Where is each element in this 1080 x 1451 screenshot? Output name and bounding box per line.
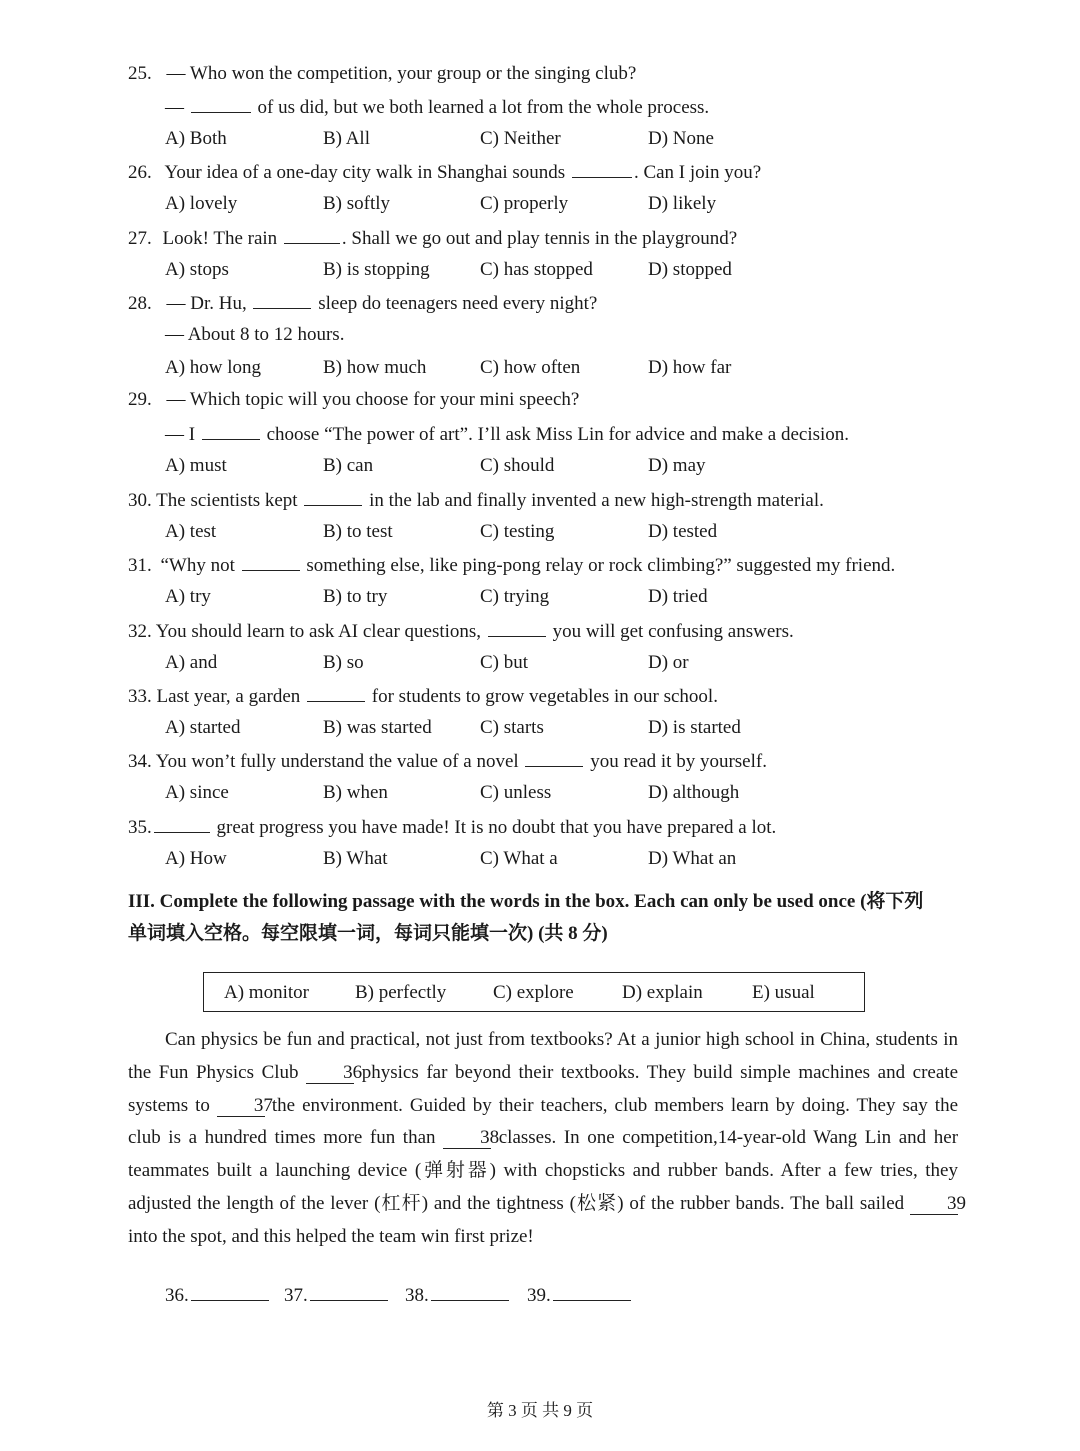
- answer-blank[interactable]: [253, 290, 311, 309]
- blank-37[interactable]: 37: [217, 1096, 265, 1117]
- option-a[interactable]: A) lovely: [165, 193, 238, 214]
- question-27: [128, 225, 737, 251]
- answer-label: 37.: [284, 1285, 308, 1306]
- question-text: you will get confusing answers.: [552, 621, 794, 642]
- question-28-line-2: [165, 323, 344, 347]
- option-b[interactable]: B) to try: [323, 586, 388, 607]
- answer-blank[interactable]: [572, 159, 632, 178]
- question-text: in the lab and finally invented a new high-strength material.: [369, 490, 824, 511]
- question-number: 29.: [128, 389, 152, 410]
- blank-39[interactable]: 39: [910, 1194, 958, 1215]
- option-a[interactable]: A) started: [165, 717, 241, 738]
- option-a[interactable]: A) and: [165, 652, 218, 673]
- word-option-b: B) perfectly: [355, 982, 447, 1003]
- option-b[interactable]: B) is stopping: [323, 259, 430, 280]
- question-text: Last year, a garden: [156, 686, 301, 707]
- question-text: — Who won the competition, your group or the singing club?: [166, 63, 637, 84]
- question-text: —: [165, 97, 184, 118]
- option-a[interactable]: A) how long: [165, 357, 262, 378]
- question-text: — Which topic will you choose for your mini speech?: [166, 389, 580, 410]
- question-28: [128, 290, 597, 316]
- option-d[interactable]: D) likely: [648, 193, 717, 214]
- option-c[interactable]: C) starts: [480, 717, 544, 738]
- question-text: You should learn to ask AI clear questions,: [155, 621, 482, 642]
- answer-label: 36.: [165, 1285, 189, 1306]
- question-text: You won’t fully understand the value of a novel: [155, 751, 519, 772]
- answer-blank[interactable]: [488, 618, 546, 637]
- option-b[interactable]: B) when: [323, 782, 388, 803]
- question-33: [128, 683, 718, 709]
- option-b[interactable]: B) how much: [323, 357, 427, 378]
- option-a[interactable]: A) must: [165, 455, 227, 476]
- option-d[interactable]: D) stopped: [648, 259, 732, 280]
- answer-blank[interactable]: [191, 94, 251, 113]
- question-text: for students to grow vegetables in our school.: [371, 686, 718, 707]
- answer-37: [284, 1282, 390, 1308]
- answer-36: [165, 1282, 271, 1308]
- question-text: something else, like ping-pong relay or rock climbing?” suggested my friend.: [306, 555, 896, 576]
- option-d[interactable]: D) tried: [648, 586, 708, 607]
- option-b[interactable]: B) What: [323, 848, 388, 869]
- section-3-title-line-2: 单词填入空格。每空限填一词，每词只能填一次) (共 8 分): [128, 923, 608, 944]
- option-c[interactable]: C) how often: [480, 357, 581, 378]
- word-option-a: A) monitor: [224, 982, 309, 1003]
- option-d[interactable]: D) What an: [648, 848, 737, 869]
- answer-blank[interactable]: [525, 748, 583, 767]
- question-34: [128, 748, 767, 774]
- option-d[interactable]: D) is started: [648, 717, 741, 738]
- option-c[interactable]: C) testing: [480, 521, 555, 542]
- question-text: . Can I join you?: [633, 162, 762, 183]
- section-3-title-line-1: III. Complete the following passage with the words in the box. Each can only be used once (将下列: [128, 891, 924, 912]
- option-c[interactable]: C) properly: [480, 193, 569, 214]
- question-text: . Shall we go out and play tennis in the playground?: [341, 228, 738, 249]
- question-29-line-2: [165, 421, 849, 447]
- answer-blank[interactable]: [242, 552, 300, 571]
- page-footer: 第 3 页 共 9 页: [486, 1401, 594, 1420]
- option-c[interactable]: C) should: [480, 455, 555, 476]
- option-c[interactable]: C) What a: [480, 848, 558, 869]
- option-b[interactable]: B) to test: [323, 521, 393, 542]
- option-c[interactable]: C) Neither: [480, 128, 561, 149]
- answer-38: [405, 1282, 511, 1308]
- question-text: Look! The rain: [162, 228, 278, 249]
- question-number: 34.: [128, 751, 152, 772]
- question-text: great progress you have made! It is no doubt that you have prepared a lot.: [216, 817, 777, 838]
- question-29: [128, 388, 579, 412]
- option-a[interactable]: A) Both: [165, 128, 227, 149]
- option-d[interactable]: D) how far: [648, 357, 732, 378]
- answer-39: [527, 1282, 633, 1308]
- answer-blank[interactable]: [154, 814, 210, 833]
- word-option-c: C) explore: [493, 982, 574, 1003]
- question-25: [128, 62, 636, 86]
- word-box: [203, 972, 865, 1012]
- answer-input[interactable]: [431, 1282, 509, 1301]
- question-text: — About 8 to 12 hours.: [165, 324, 345, 345]
- question-number: 32.: [128, 621, 152, 642]
- question-text: “Why not: [160, 555, 235, 576]
- question-25-line-2: [165, 94, 709, 120]
- option-d[interactable]: D) tested: [648, 521, 718, 542]
- option-d[interactable]: D) or: [648, 652, 689, 673]
- question-number: 27.: [128, 228, 152, 249]
- option-c[interactable]: C) but: [480, 652, 529, 673]
- option-c[interactable]: C) has stopped: [480, 259, 593, 280]
- question-text: — I: [165, 424, 196, 445]
- option-d[interactable]: D) although: [648, 782, 740, 803]
- answer-label: 38.: [405, 1285, 429, 1306]
- option-b[interactable]: B) All: [323, 128, 370, 149]
- answer-blank[interactable]: [202, 421, 260, 440]
- answer-label: 39.: [527, 1285, 551, 1306]
- passage-text: the environment. Guided by their teachers, club members learn by doing. They say the club is a hundred times more fun than: [128, 1094, 958, 1149]
- answer-blank[interactable]: [307, 683, 365, 702]
- question-text: Your idea of a one-day city walk in Shanghai sounds: [164, 162, 566, 183]
- question-31: [128, 552, 895, 578]
- option-a[interactable]: A) try: [165, 586, 211, 607]
- question-number: 31.: [128, 555, 152, 576]
- question-text: you read it by yourself.: [590, 751, 767, 772]
- option-b[interactable]: B) softly: [323, 193, 391, 214]
- passage-text: Can physics be fun and practical, not just from textbooks? At a junior high school in China, students in the Fun Physics Club: [128, 1029, 958, 1083]
- passage-text: into the spot, and this helped the team win first prize!: [128, 1225, 534, 1247]
- passage-text: classes. In one competition,14-year-old Wang Lin and her teammates built a launching device (弹射器) with chopsticks and rubber bands. After a few tries, they adjusted the length of the lever (杠杆) and the tightness (松紧) of the rubber bands. The ball sailed: [128, 1127, 959, 1214]
- question-30: [128, 487, 824, 513]
- option-a[interactable]: A) since: [165, 782, 229, 803]
- question-number: 25.: [128, 63, 152, 84]
- answer-input[interactable]: [553, 1282, 631, 1301]
- word-option-d: D) explain: [622, 982, 703, 1003]
- option-b[interactable]: B) so: [323, 652, 364, 673]
- blank-38[interactable]: 38: [443, 1128, 491, 1149]
- section-3-title: [128, 886, 968, 950]
- question-text: of us did, but we both learned a lot from the whole process.: [257, 97, 710, 118]
- question-32: [128, 618, 794, 644]
- option-a[interactable]: A) test: [165, 521, 217, 542]
- answer-blank[interactable]: [284, 225, 340, 244]
- question-26: [128, 159, 761, 185]
- question-text: choose “The power of art”. I’ll ask Miss Lin for advice and make a decision.: [266, 424, 850, 445]
- passage: [128, 1024, 966, 1254]
- question-text: — Dr. Hu,: [166, 293, 247, 314]
- option-a[interactable]: A) How: [165, 848, 227, 869]
- question-text: sleep do teenagers need every night?: [318, 293, 598, 314]
- question-text: The scientists kept: [156, 490, 298, 511]
- option-b[interactable]: B) can: [323, 455, 374, 476]
- question-number: 28.: [128, 293, 152, 314]
- question-number: 35.: [128, 817, 152, 838]
- blank-36[interactable]: 36: [306, 1063, 354, 1084]
- question-number: 33.: [128, 686, 152, 707]
- question-35: [128, 814, 776, 840]
- option-c[interactable]: C) trying: [480, 586, 550, 607]
- passage-paragraph: [128, 1024, 966, 1254]
- option-a[interactable]: A) stops: [165, 259, 229, 280]
- option-d[interactable]: D) None: [648, 128, 714, 149]
- answer-input[interactable]: [310, 1282, 388, 1301]
- question-number: 30.: [128, 490, 152, 511]
- answer-blank[interactable]: [304, 487, 362, 506]
- question-number: 26.: [128, 162, 152, 183]
- answer-input[interactable]: [191, 1282, 269, 1301]
- option-b[interactable]: B) was started: [323, 717, 432, 738]
- option-c[interactable]: C) unless: [480, 782, 552, 803]
- option-d[interactable]: D) may: [648, 455, 706, 476]
- word-option-e: E) usual: [752, 982, 815, 1003]
- passage-text: physics far beyond their textbooks. They build simple machines and create systems to: [128, 1061, 959, 1116]
